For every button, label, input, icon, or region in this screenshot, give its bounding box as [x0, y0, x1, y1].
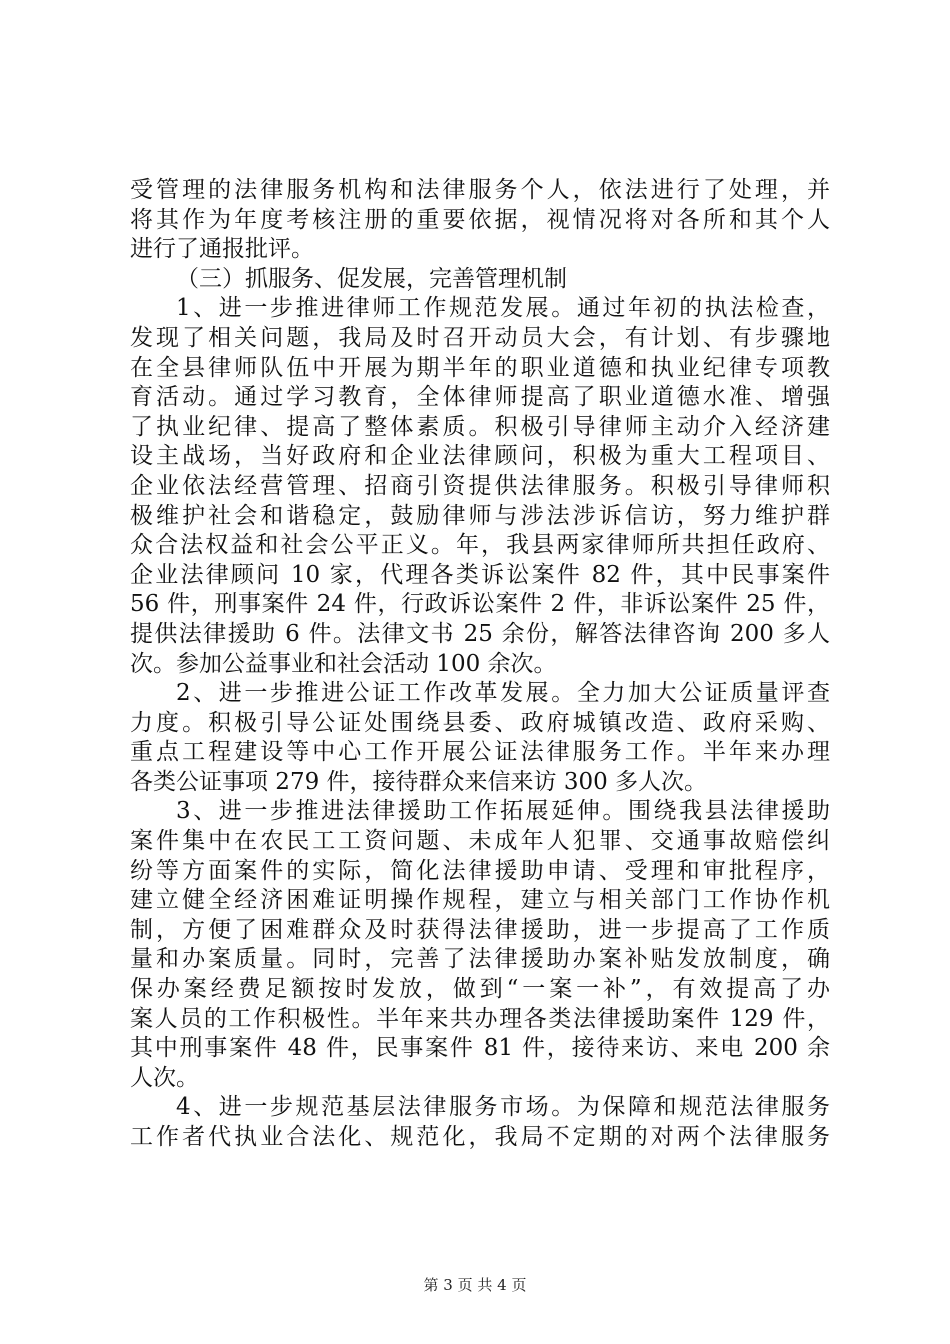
text-line: （三）抓服务、促发展，完善管理机制: [176, 265, 567, 292]
text-line: 发现了相关问题，我局及时召开动员大会，有计划、有步骤地: [130, 324, 830, 351]
text-line: 2、进一步推进公证工作改革发展。全力加大公证质量评查: [176, 680, 830, 707]
text-line: 将其作为年度考核注册的重要依据，视情况将对各所和其个人: [130, 206, 830, 233]
text-line: 次。参加公益事业和社会活动 100 余次。: [130, 650, 557, 677]
text-line: 其中刑事案件 48 件，民事案件 81 件，接待来访、来电 200 余: [130, 1035, 830, 1062]
text-line: 案件集中在农民工工资问题、未成年人犯罪、交通事故赔偿纠: [130, 828, 830, 855]
text-line: 4、进一步规范基层法律服务市场。为保障和规范法律服务: [176, 1094, 830, 1121]
text-line: 提供法律援助 6 件。法律文书 25 余份，解答法律咨询 200 多人: [130, 620, 830, 647]
page-footer: 第 3 页 共 4 页: [423, 1276, 527, 1294]
text-line: 案人员的工作积极性。半年来共办理各类法律援助案件 129 件，: [130, 1005, 830, 1032]
text-line: 受管理的法律服务机构和法律服务个人，依法进行了处理，并: [130, 177, 830, 203]
text-line: 建立健全经济困难证明操作规程，建立与相关部门工作协作机: [130, 887, 830, 914]
text-line: 力度。积极引导公证处围绕县委、政府城镇改造、政府采购、: [130, 709, 830, 736]
text-line: 重点工程建设等中心工作开展公证法律服务工作。半年来办理: [130, 739, 830, 766]
text-line: 育活动。通过学习教育，全体律师提高了职业道德水准、增强: [130, 384, 830, 411]
text-line: 人次。: [130, 1064, 199, 1091]
text-line: 3、进一步推进法律援助工作拓展延伸。围绕我县法律援助: [176, 798, 830, 825]
text-line: 保办案经费足额按时发放，做到“一案一补”，有效提高了办: [130, 976, 830, 1003]
text-line: 纷等方面案件的实际，简化法律援助申请、受理和审批程序，: [130, 857, 830, 884]
text-line: 量和办案质量。同时，完善了法律援助办案补贴发放制度，确: [130, 946, 830, 973]
text-line: 极维护社会和谐稳定，鼓励律师与涉法涉诉信访，努力维护群: [130, 502, 830, 529]
text-line: 工作者代执业合法化、规范化，我局不定期的对两个法律服务: [130, 1124, 830, 1150]
text-line: 企业依法经营管理、招商引资提供法律服务。积极引导律师积: [130, 472, 830, 499]
text-line: 企业法律顾问 10 家，代理各类诉讼案件 82 件，其中民事案件: [130, 561, 830, 588]
text-line: 在全县律师队伍中开展为期半年的职业道德和执业纪律专项教: [130, 354, 830, 381]
text-line: 1、进一步推进律师工作规范发展。通过年初的执法检查，: [176, 295, 830, 322]
text-line: 众合法权益和社会公平正义。年，我县两家律师所共担任政府、: [130, 532, 830, 559]
text-line: 制，方便了困难群众及时获得法律援助，进一步提高了工作质: [130, 916, 830, 943]
text-line: 进行了通报批评。: [130, 236, 314, 263]
text-line: 设主战场，当好政府和企业法律顾问，积极为重大工程项目、: [130, 443, 830, 470]
document-body: [130, 176, 830, 1153]
text-line: 56 件，刑事案件 24 件，行政诉讼案件 2 件，非诉讼案件 25 件，: [130, 591, 830, 618]
text-line: 了执业纪律、提高了整体素质。积极引导律师主动介入经济建: [130, 413, 830, 440]
text-line: 各类公证事项 279 件，接待群众来信来访 300 多人次。: [130, 768, 708, 795]
